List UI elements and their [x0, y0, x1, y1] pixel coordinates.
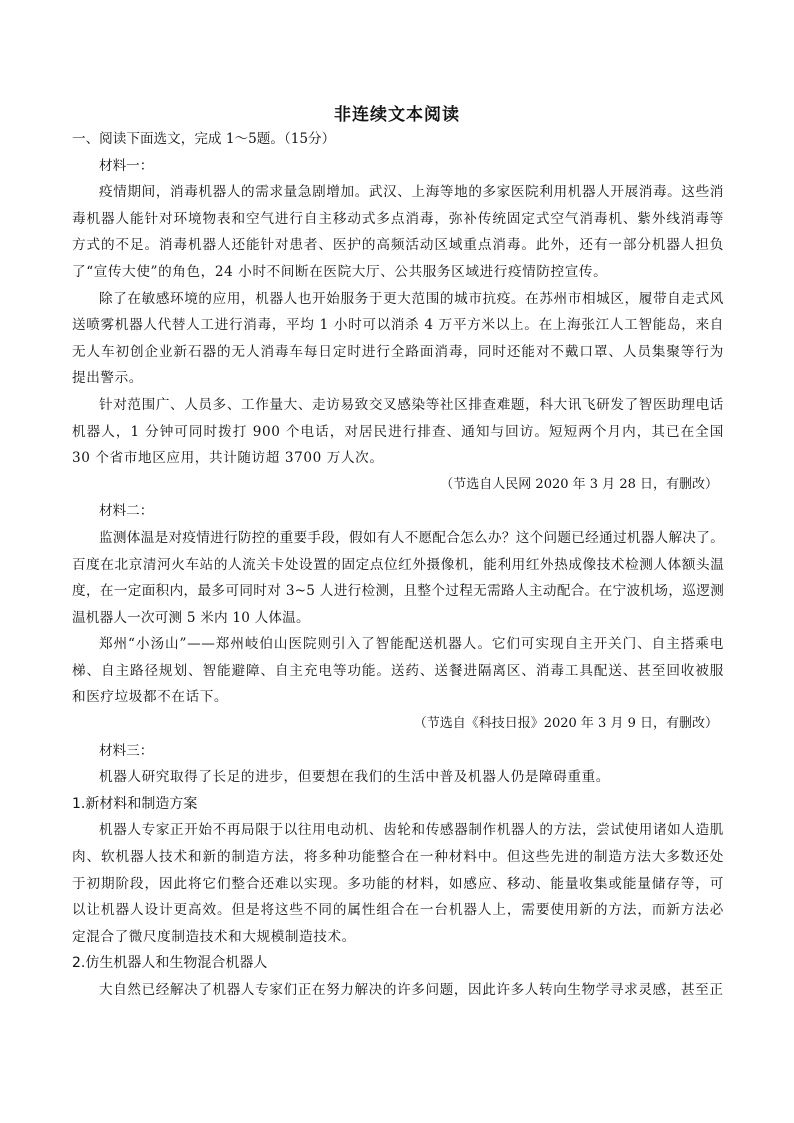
material-2-paragraph-1: 监测体温是对疫情进行防控的重要手段，假如有人不愿配合怎么办？这个问题已经通过机器人解决了。百度在北京清河火车站的人流关卡处设置的固定点位红外摄像机，能利用红外热成像技术检测人体额头温度，在一定面积内，最多可同时对 3~5 人进行检测，且整个过程无需路人主动配合。在宁波机场，巡逻测温机器人一次可测 5 米内 10 人体温。	[72, 529, 724, 626]
material-3-label: 材料三：	[99, 742, 154, 759]
question-heading: 一、阅读下面选文，完成 1～5题。（15分）	[72, 131, 336, 147]
material-1-paragraph-1: 疫情期间，消毒机器人的需求量急剧增加。武汉、上海等地的多家医院利用机器人开展消毒。这些消毒机器人能针对环境物表和空气进行自主移动式多点消毒，弥补传统固定式空气消毒机、紫外线消毒等方式的不足。消毒机器人还能针对患者、医护的高频活动区域重点消毒。此外，还有一部分机器人担负了“宣传大使”的角色，24 小时不间断在医院大厅、公共服务区域进行疫情防控宣传。	[72, 184, 724, 280]
material-2-source: （节选自《科技日报》2020 年 3 月 9 日，有删改）	[413, 716, 718, 732]
material-2-paragraph-2: 郑州“小汤山”——郑州岐伯山医院则引入了智能配送机器人。它们可实现自主开关门、自主搭乘电梯、自主路径规划、智能避障、自主充电等功能。送药、送餐进隔离区、消毒工具配送、甚至回收被服和医疗垃圾都不在话下。	[72, 636, 724, 706]
material-2-label: 材料二：	[99, 503, 154, 520]
material-3-section-2-paragraph: 大自然已经解决了机器人专家们正在努力解决的许多问题，因此许多人转向生物学寻求灵感，甚至正	[99, 982, 724, 998]
material-1-paragraph-3: 针对范围广、人员多、工作量大、走访易致交叉感染等社区排查难题，科大讯飞研发了智医助理电话机器人，1 分钟可同时拨打 900 个电话，对居民进行排查、通知与回访。短短两个月内，其已在全国 30 个省市地区应用，共计随访超 3700 万人次。	[72, 396, 724, 467]
material-3-intro: 机器人研究取得了长足的进步，但要想在我们的生活中普及机器人仍是障碍重重。	[99, 769, 610, 786]
material-3-section-1-paragraph: 机器人专家正开始不再局限于以往用电动机、齿轮和传感器制作机器人的方法，尝试使用诸如人造肌肉、软机器人技术和新的制造方法，将多种功能整合在一种材料中。但这些先进的制造方法大多数还处于初期阶段，因此将它们整合还难以实现。多功能的材料，如感应、移动、能量收集或能量储存等，可以让机器人设计更高效。但是将这些不同的属性组合在一台机器人上，需要使用新的方法，而新方法必定混合了微尺度制造技术和大规模制造技术。	[72, 822, 724, 945]
material-3-section-2-heading: 2.仿生机器人和生物混合机器人	[72, 955, 268, 972]
material-1-label: 材料一：	[99, 157, 154, 174]
document-body	[72, 126, 724, 1004]
page-title: 非连续文本阅读	[334, 105, 460, 125]
material-1-paragraph-2: 除了在敏感环境的应用，机器人也开始服务于更大范围的城市抗疫。在苏州市相城区，履带自走式风送喷雾机器人代替人工进行消毒，平均 1 小时可以消杀 4 万平方米以上。在上海张江人工智能岛，来自无人车初创企业新石器的无人消毒车每日定时进行全路面消毒，同时还能对不戴口罩、人员集聚等行为提出警示。	[72, 290, 724, 387]
material-1-source: （节选自人民网 2020 年 3 月 28 日，有删改）	[440, 476, 718, 492]
material-3-section-1-heading: 1.新材料和制造方案	[72, 795, 198, 812]
